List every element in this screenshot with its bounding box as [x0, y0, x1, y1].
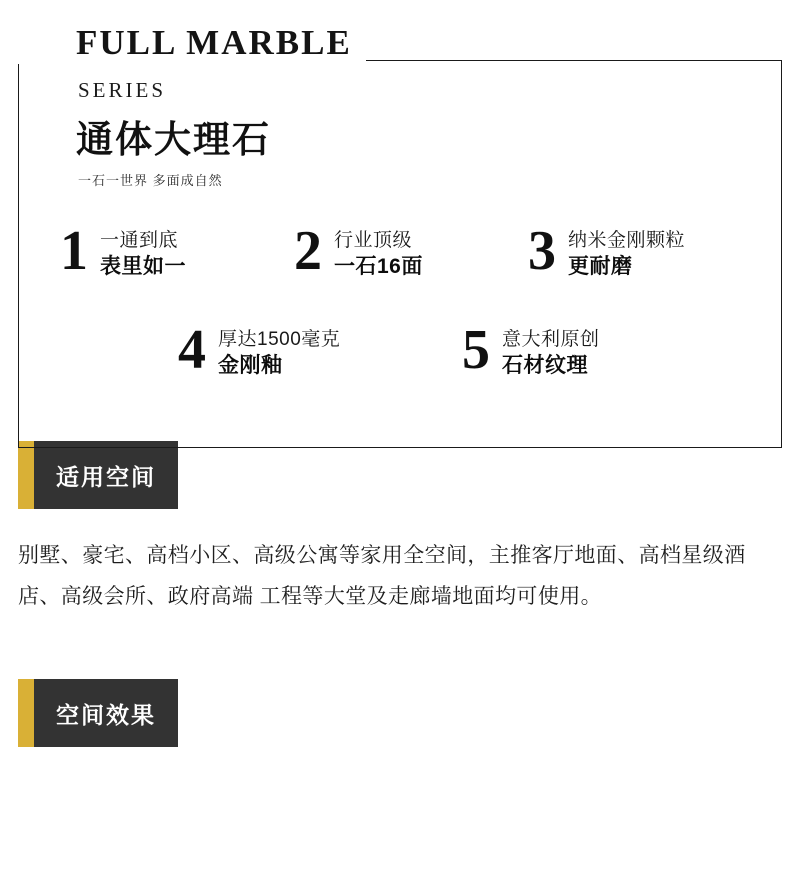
feature-point-text — [334, 225, 423, 280]
section-tab-label: 适用空间 — [34, 441, 178, 509]
feature-point-line1: 意大利原创 — [502, 329, 600, 350]
feature-point-line1: 一通到底 — [100, 230, 179, 251]
section-header — [18, 679, 800, 747]
feature-point — [60, 220, 272, 282]
feature-point-line2: 表里如一 — [100, 255, 186, 278]
brand-title: FULL MARBLE — [18, 22, 366, 64]
section-applicable-spaces — [0, 441, 800, 617]
feature-point-text — [218, 324, 340, 379]
feature-point-line1: 行业顶级 — [334, 230, 413, 251]
feature-point — [294, 220, 506, 282]
feature-point-text — [568, 225, 685, 280]
brand-title-wrap — [18, 22, 782, 66]
feature-point-number: 4 — [178, 319, 206, 381]
feature-point — [528, 220, 740, 282]
feature-point-text — [502, 324, 600, 379]
feature-point-line2: 更耐磨 — [568, 255, 633, 278]
feature-point-line1: 厚达1500毫克 — [218, 329, 341, 350]
section-header — [18, 441, 800, 509]
feature-point-text — [100, 225, 186, 280]
feature-point-number: 1 — [60, 220, 88, 282]
section-space-effects — [0, 679, 800, 747]
feature-point-number: 5 — [462, 319, 490, 381]
section-tab-label: 空间效果 — [34, 679, 178, 747]
feature-points-row-1 — [18, 220, 782, 282]
section-body-text: 别墅、豪宅、高档小区、高级公寓等家用全空间，主推客厅地面、高档星级酒店、高级会所、政府高端 工程等大堂及走廊墙地面均可使用。 — [18, 544, 746, 608]
brand-title-cn: 通体大理石 — [76, 119, 271, 160]
section-accent-bar — [18, 679, 34, 747]
brand-series: SERIES — [78, 78, 167, 102]
brand-tagline: 一石一世界 多面成自然 — [78, 173, 223, 188]
feature-point-number: 2 — [294, 220, 322, 282]
hero-content — [18, 22, 782, 379]
feature-point-line1: 纳米金刚颗粒 — [568, 230, 686, 251]
feature-point-line2: 石材纹理 — [502, 354, 588, 377]
feature-point-line2: 一石16面 — [334, 255, 423, 278]
feature-point-line2: 金刚釉 — [218, 354, 283, 377]
feature-points-row-2 — [18, 319, 782, 381]
feature-point — [462, 319, 724, 381]
section-accent-bar — [18, 441, 34, 509]
feature-point — [178, 319, 440, 381]
feature-point-number: 3 — [528, 220, 556, 282]
hero-panel — [18, 0, 782, 379]
